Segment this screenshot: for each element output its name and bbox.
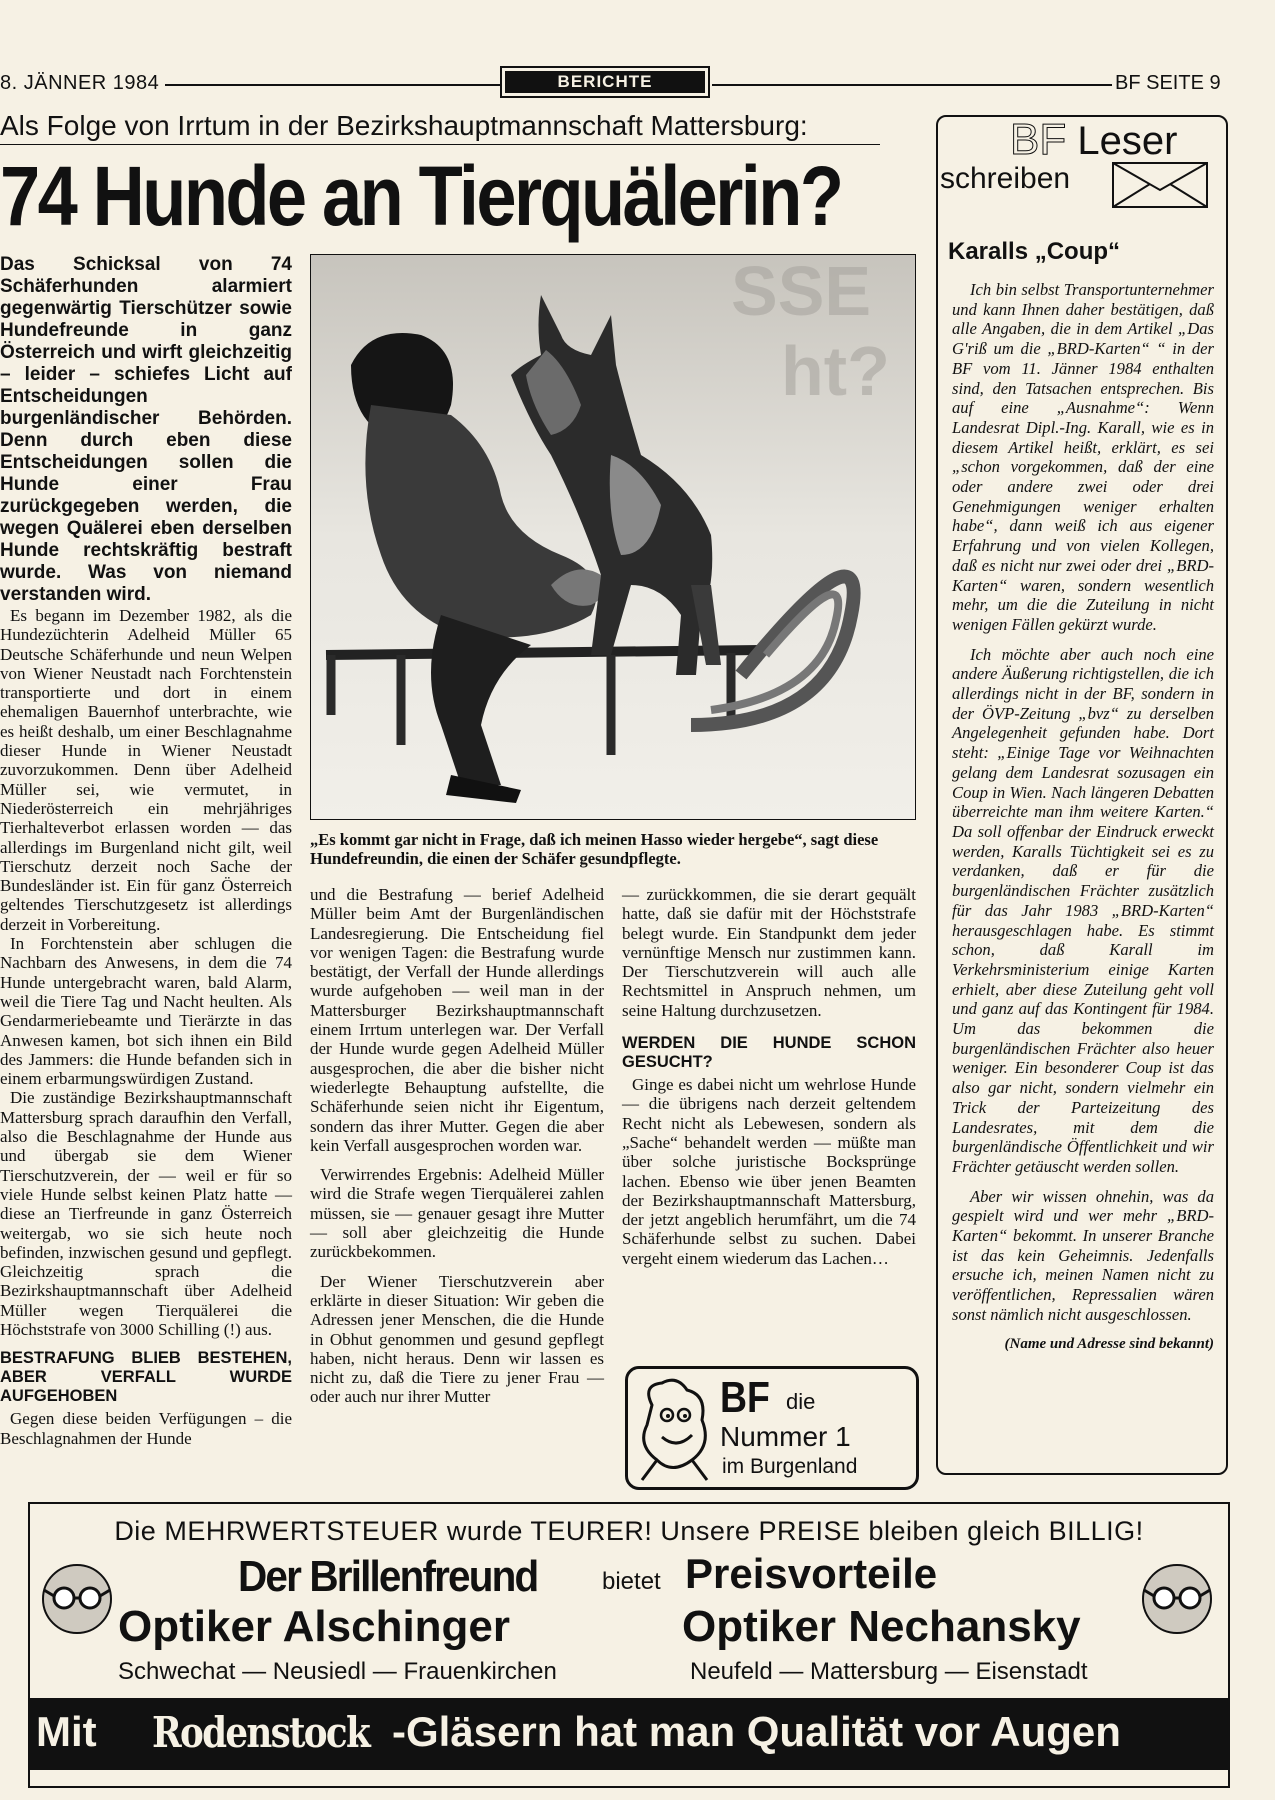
letter-body	[952, 280, 1214, 1354]
optician-advertisement	[28, 1502, 1230, 1788]
promo-bf: BF	[720, 1373, 770, 1422]
section-rubric	[500, 66, 710, 98]
promo-line2: im Burgenland	[722, 1455, 858, 1478]
ad-bietet: bietet	[602, 1568, 661, 1595]
paragraph: Es begann im Dezember 1982, als die Hundezüchterin Adelheid Müller 65 Deutsche Schäferhunde und neun Welpen von Wiener Neustadt nach Forchtenstein transportierte und dort in einem ehemaligen Bauernhof unterbrachte, wie es heißt deshalb, um einer Beschlagnahme dieser Hunde in Wiener Neustadt zuvorzukommen. Denn über Adelheid Müller sei, wie vermutet, in Niederösterreich ein mehrjähriges Tierhalteverbot erlassen worden — das allerdings im Burgenland nicht gilt, weil Tierschutz derzeit noch Sache der Bundesländer ist. Ein für ganz Österreich geltendes Tierschutzgesetz ist allerdings derzeit in Vorbereitung.	[0, 606, 292, 934]
letters-title	[1010, 115, 1178, 164]
photo-woman-with-dog	[311, 255, 915, 819]
photo-caption: „Es kommt gar nicht in Frage, daß ich meinen Hasso wieder hergebe“, sagt diese Hundefreundin, die einen der Schäfer gesundpflegte.	[310, 830, 879, 868]
paragraph: Gegen diese beiden Verfügungen – die Beschlagnahmen der Hunde	[0, 1409, 292, 1448]
issue-date: 8. JÄNNER 1984	[0, 72, 160, 94]
svg-text:ht?: ht?	[781, 332, 890, 410]
glasses-icon	[1140, 1562, 1214, 1636]
paragraph: Verwirrendes Ergebnis: Adelheid Müller wird die Strafe wegen Tierquälerei zahlen müssen, sie — genauer gesagt ihre Mutter — soll aber gleichzeitig die Hunde zurückbekommen.	[310, 1165, 604, 1262]
mascot-icon	[632, 1375, 722, 1485]
subheading: BESTRAFUNG BLIEB BESTEHEN, ABER VERFALL WURDE AUFGEHOBEN	[0, 1349, 292, 1406]
paragraph: Ich bin selbst Transportunternehmer und kann Ihnen daher bestätigen, daß alle Angaben, die in dem Artikel „Das G'riß um die „BRD-Karten“ “ in der BF vom 11. Jänner 1984 enthalten sind, den Tatsachen entsprechen. Bis auf eine „Ausnahme“: Wenn Landesrat Dipl.-Ing. Karall, wie es in diesem Artikel heißt, erklärt, es sei „schon vorgekommen, daß der eine oder andere zwei oder drei Genehmigungen weniger erhalten habe“, dann weiß ich aus eigener Erfahrung und von vielen Kollegen, daß es nicht nur zwei oder drei „BRD-Karten“ waren, sondern wesentlich mehr, um die die Zuteilung in nicht wenigen Fällen gekürzt wurde.	[952, 280, 1214, 634]
paragraph: In Forchtenstein aber schlugen die Nachbarn des Anwesens, in dem die 74 Hunde untergebracht waren, bald Alarm, weil die Tiere Tag und Nacht heulten. Als Gendarmeriebeamte und Tierärzte in das Anwesen kamen, bot sich ihnen ein Bild des Jammers: die Hunde befanden sich in einem erbarmungswürdigen Zustand.	[0, 934, 292, 1089]
paragraph: — zurückkommen, die sie derart gequält hatte, daß sie dafür mit der Höchststrafe belegt wurde. Ein Standpunkt dem jeder vernünftige Mensch nur zustimmen kann. Der Tierschutzverein will auch alle Rechtsmittel in Anspruch nehmen, um seine Haltung durchzusetzen.	[622, 885, 916, 1020]
letters-title-bf: BF	[1010, 115, 1067, 164]
letters-title-schreiben: schreiben	[940, 162, 1071, 195]
ad-towns-alschinger: Schwechat — Neusiedl — Frauenkirchen	[118, 1658, 557, 1685]
article-headline: 74 Hunde an Tierquälerin?	[0, 149, 842, 243]
letters-title-leser: Leser	[1077, 119, 1178, 163]
page-number: BF SEITE 9	[1115, 72, 1221, 94]
paragraph: Die zuständige Bezirkshauptmannschaft Mattersburg sprach daraufhin den Verfall, also die Beschlagnahme der Hunde aus und übergab sie dem Wiener Tierschutzverein, der — weil er für so viele Hunde selbst keinen Platz hatte — diese an Tierfreunde in ganz Österreich weitergab, wo sie sich heute noch befinden, inzwischen gesund und gepflegt. Gleichzeitig sprach die Bezirkshauptmannschaft über Adelheid Müller wegen Tierquälerei die Höchststrafe von 3000 Schilling (!) aus.	[0, 1088, 292, 1339]
ad-optiker-alschinger: Optiker Alschinger	[118, 1602, 511, 1651]
article-column-3	[622, 885, 916, 1268]
paragraph: Aber wir wissen ohnehin, was da gespielt wird und wer mehr „BRD-Karten“ bekommt. In unserer Branche ist das kein Geheimnis. Jedenfalls ersuche ich, meinen Namen nicht zu veröffentlichen, Repressalien wären sonst nämlich nicht ausgeschlossen.	[952, 1186, 1214, 1324]
ad-slogan-bar	[30, 1698, 1228, 1770]
page-header	[0, 66, 1230, 102]
paragraph: Der Wiener Tierschutzverein aber erklärte in dieser Situation: Wir geben die Adressen jener Menschen, die die Hunde in Obhut genommen und gesund gepflegt haben, nicht heraus. Denn wir lassen es nicht zu, daß die Tiere zu jener Frau — oder auch nur ihrer Mutter	[310, 1271, 604, 1407]
kicker-underline	[0, 144, 880, 145]
letter-signature: (Name und Adresse sind bekannt)	[1004, 1335, 1214, 1352]
ad-slogan-mit: Mit	[36, 1708, 97, 1755]
header-rule-right	[712, 84, 1112, 86]
ad-headline: Die MEHRWERTSTEUER wurde TEURER! Unsere PREISE bleiben gleich BILLIG!	[114, 1516, 1144, 1546]
article-column-1	[0, 254, 292, 1448]
article-column-2	[310, 885, 604, 1407]
promo-line1: Nummer 1	[720, 1421, 851, 1452]
envelope-icon	[1112, 162, 1208, 208]
svg-text:SSE: SSE	[731, 255, 872, 330]
letter-heading: Karalls „Coup“	[948, 238, 1121, 265]
promo-die: die	[786, 1389, 816, 1414]
glasses-icon	[40, 1562, 114, 1636]
ad-optiker-nechansky: Optiker Nechansky	[682, 1602, 1081, 1651]
header-rule-left	[165, 84, 500, 86]
ad-towns-nechansky: Neufeld — Mattersburg — Eisenstadt	[690, 1658, 1088, 1685]
ad-brillenfreund: Der Brillenfreund	[238, 1552, 538, 1601]
section-rubric-label: BERICHTE	[505, 71, 705, 93]
ad-preisvorteile: Preisvorteile	[685, 1550, 938, 1597]
article-kicker: Als Folge von Irrtum in der Bezirkshauptmannschaft Mattersburg:	[0, 110, 808, 141]
paragraph: Ginge es dabei nicht um wehrlose Hunde — die übrigens nach derzeit geltendem Recht nicht als Lebewesen, sondern als „Sache“ behandelt werden — müßte man über solche juristische Bocksprünge lachen. Ebenso wie über jenen Beamten der Bezirkshauptmannschaft Mattersburg, der jetzt angeblich herumfährt, um die 74 Schäferhunde selbst zu suchen. Dabei vergeht einem wiederum das Lachen…	[622, 1075, 916, 1268]
subheading: WERDEN DIE HUNDE SCHON GESUCHT?	[622, 1034, 916, 1072]
ad-slogan-brand: Rodenstock	[152, 1708, 369, 1757]
article-lead: Das Schicksal von 74 Schäferhunden alarmiert gegenwärtig Tierschützer sowie Hundefreunde in ganz Österreich und wirft gleichzeitig – leider – schiefes Licht auf Entscheidungen burgenländischer Behörden. Denn durch eben diese Entscheidungen sollen die Hunde einer Frau zurückgegeben werden, die wegen Quälerei eben derselben Hunde rechtskräftig bestraft wurde. Was von niemand verstanden wird.	[0, 254, 292, 605]
paragraph: Ich möchte aber auch noch eine andere Äußerung richtigstellen, die ich allerdings nicht in der BF, sondern in der ÖVP-Zeitung „bvz“ zu derselben Angelegenheit gefunden habe. Dort steht: „Einige Tage vor Weihnachten gelang dem Landesrat sozusagen ein Coup in Wien. Nach längeren Debatten überreichte man ihm weitere Karten.“ Da soll offenbar der Eindruck erweckt werden, Karalls Tüchtigkeit sei es zu verdanken, daß er für die burgenländischen Frächter zusätzlich für das Jahr 1983 „BRD-Karten“ herausgeschlagen habe. Es stimmt schon, daß Karall im Verkehrsministerium einige Karten erhielt, aber diese Zuteilung geht voll und ganz auf das Kontingent für 1984. Um das bekommen die burgenländischen Frächter also heuer weniger. Ein besonderer Coup ist das also gar nicht, sondern vielmehr ein Trick der Parteizeitung des Landesrates, mit dem die burgenländische Öffentlichkeit und wir Frächter getäuscht werden sollen.	[952, 644, 1214, 1176]
ad-slogan-rest: -Gläsern hat man Qualität vor Augen	[392, 1708, 1121, 1755]
promo-box	[625, 1366, 919, 1490]
paragraph: und die Bestrafung — berief Adelheid Müller beim Amt der Burgenländischen Landesregierung. Die Entscheidung fiel vor wenigen Tagen: die Bestrafung wurde bestätigt, der Verfall der Hunde allerdings wurde aufgehoben — weil man in der Mattersburger Bezirkshauptmannschaft einem Irrtum unterlegen war. Der Verfall der Hunde wurde gegen Adelheid Müller ausgesprochen, die aber die bisher nicht wiederlegte Behauptung aufstellte, die Schäferhunde seien nicht ihr Eigentum, sondern das ihrer Mutter. Gegen die aber kein Verfall ausgesprochen worden war.	[310, 885, 604, 1155]
article-photo	[310, 254, 916, 820]
